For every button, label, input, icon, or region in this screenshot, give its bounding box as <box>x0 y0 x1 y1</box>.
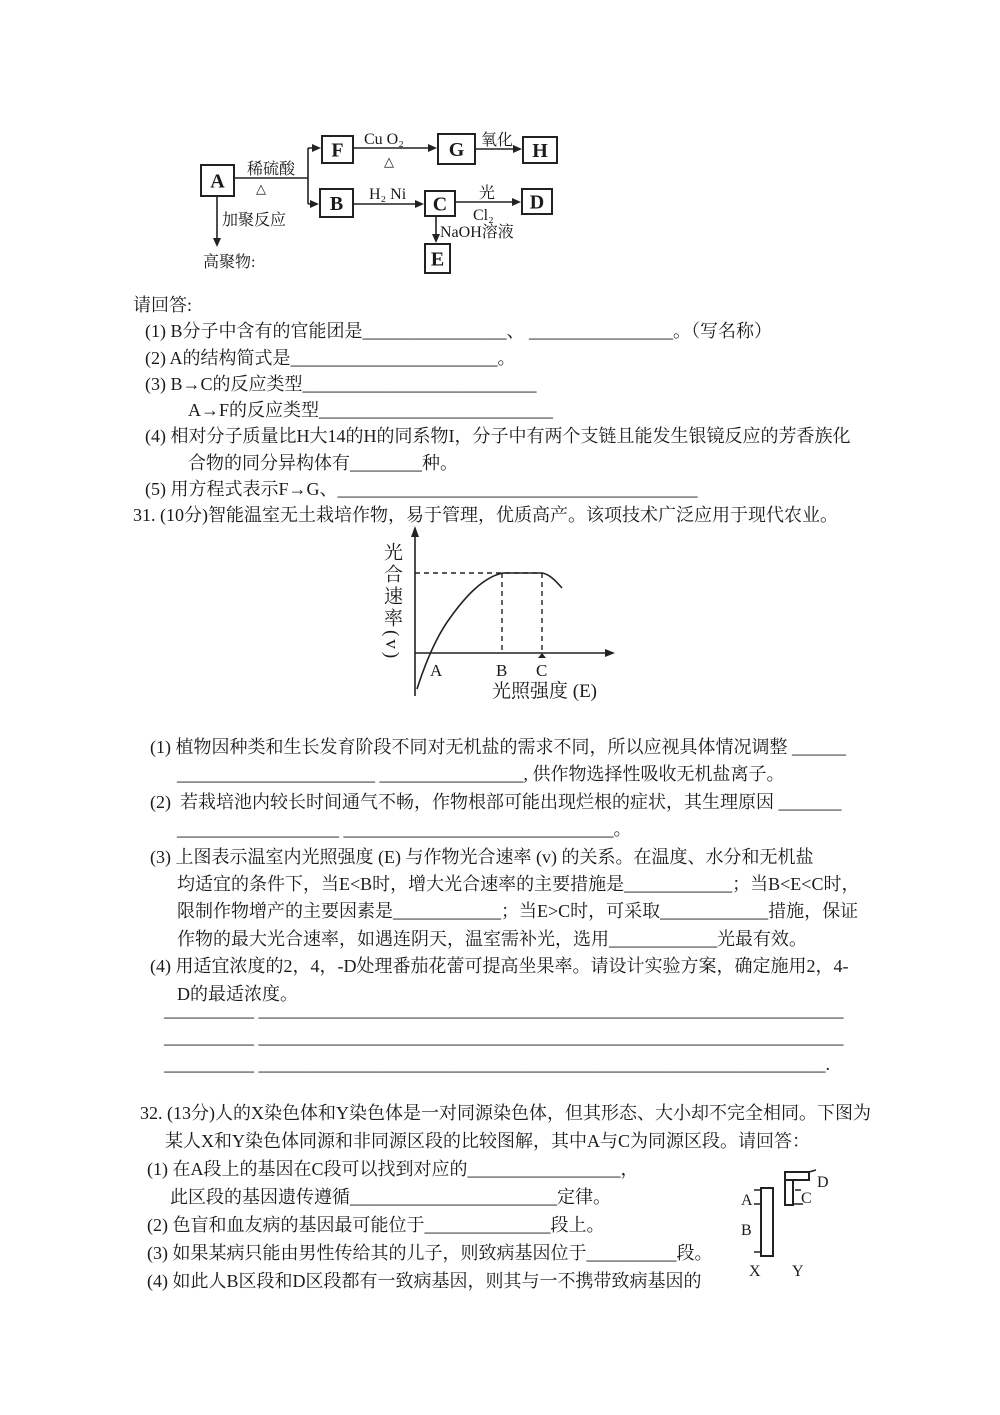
q32-line-1b: 此区段的基因遗传遵循_______________________定律。 <box>170 1187 611 1207</box>
answer-blank-line: __________ _______________________________________________________________. <box>164 1054 830 1074</box>
flow-box-f-label: F <box>331 139 344 162</box>
y-chromosome-lower-bar <box>785 1180 793 1205</box>
y-axis-label: 光合速率(v) <box>381 542 402 662</box>
q30-line-4b: 合物的同分异构体有________种。 <box>188 452 458 473</box>
arrowhead-c-e <box>432 234 440 243</box>
xy-chromosome-diagram <box>731 1160 846 1285</box>
q31-line-1b: ______________________ ________________, 供作物选择性吸收无机盐离子。 <box>177 764 785 785</box>
answer-blank-line: __________ _________________________________________________________________ <box>164 1027 844 1047</box>
delta-icon: △ <box>384 154 394 169</box>
delta-icon: △ <box>256 181 266 196</box>
label-polymer: 高聚物: <box>203 254 256 271</box>
flow-box-c-label: C <box>432 193 448 216</box>
answer-blank-lines <box>164 997 984 1078</box>
q31-line-3c: 限制作物增产的主要因素是____________；当E>C时，可采取____________措施，保证 <box>177 901 859 922</box>
chemistry-flow-diagram <box>170 103 580 293</box>
q30-line-3: (3) B→C的反应类型__________________________ <box>145 373 537 394</box>
label-oxidation: 氧化 <box>481 132 514 149</box>
region-label-c: C <box>801 1190 812 1207</box>
q31-header: 31. (10分)智能温室无土栽培作物，易于管理，优质高产。该项技术广泛应用于现代农业。 <box>133 505 838 526</box>
q31-line-3b: 均适宜的条件下，当E<B时，增大光合速率的主要措施是____________；当B<E<C时， <box>177 873 860 894</box>
flow-box-e-label: E <box>430 248 445 271</box>
region-label-a: A <box>741 1192 753 1209</box>
q30-block <box>133 292 953 529</box>
q31-line-2: (2) 若栽培池内较长时间通气不畅，作物根部可能出现烂根的症状，其生理原因 _______ <box>150 791 842 812</box>
q31-line-3: (3) 上图表示温室内光照强度 (E) 与作物光合速率 (v) 的关系。在温度、水分和无机盐 <box>150 846 814 867</box>
label-light: 光 <box>479 185 496 202</box>
arrowhead-b-c <box>415 200 424 208</box>
q32-line-1: (1) 在A段上的基因在C段可以找到对应的_________________， <box>147 1159 639 1179</box>
q30-prompt: 请回答: <box>133 295 193 315</box>
q31-line-2b: __________________ ______________________________。 <box>177 819 632 840</box>
answer-blank-line: __________ _________________________________________________________________ <box>164 1000 844 1020</box>
q30-line-3b: A→F的反应类型__________________________ <box>188 400 554 421</box>
region-label-b: B <box>741 1222 752 1239</box>
q31-block <box>150 734 970 1008</box>
x-axis-label: 光照强度 (E) <box>492 681 598 702</box>
arrowhead-c-d <box>512 198 521 206</box>
q31-line-3d: 作物的最大光合速率，如遇连阴天，温室需补光，选用____________光最有效。 <box>177 928 807 949</box>
arrowhead-g-h <box>513 145 522 153</box>
q30-line-4: (4) 相对分子质量比H大14的H的同系物I，分子中有两个支链且能发生银镜反应的芳香族化 <box>145 426 851 447</box>
x-region-ticks <box>754 1190 760 1252</box>
label-h2-ni: H₂ Ni <box>369 186 407 203</box>
q32-line-3: (3) 如果某病只能由男性传给其的儿子，则致病基因位于__________段。 <box>147 1243 713 1263</box>
label-addition-polymerization: 加聚反应 <box>222 212 287 229</box>
q32-header-2: 某人X和Y染色体同源和非同源区段的比较图解，其中A与C为同源区段。请回答： <box>165 1131 810 1151</box>
arrowhead-a-polymer <box>213 238 221 247</box>
q31-line-4b: D的最适浓度。 <box>177 983 298 1004</box>
arrowhead-f-g <box>428 144 437 152</box>
chromosome-label-y: Y <box>792 1263 804 1280</box>
region-label-d: D <box>817 1174 829 1191</box>
q31-line-4: (4) 用适宜浓度的2，4，-D处理番茄花蕾可提高坐果率。请设计实验方案，确定施用2，4- <box>150 956 849 977</box>
tick-label-c: C <box>536 661 548 680</box>
x-chromosome-bar <box>761 1188 773 1256</box>
flow-box-a-label: A <box>210 170 225 193</box>
flow-box-g-label: G <box>448 139 465 161</box>
flow-box-h-label: H <box>532 140 548 162</box>
flow-box-b-label: B <box>329 193 344 215</box>
label-cu-o2: Cu O₂ <box>364 131 404 148</box>
y-axis-arrowhead <box>411 526 419 537</box>
q30-line-1: (1) B分子中含有的官能团是________________、 ________________。（写名称） <box>145 321 772 342</box>
q32-header-1: 32. (13分)人的X染色体和Y染色体是一对同源染色体，但其形态、大小却不完全相同。下图为 <box>140 1103 871 1123</box>
arrowhead-to-f <box>312 144 321 152</box>
y-chromosome-top-bar <box>785 1172 809 1180</box>
arrowhead-to-b <box>310 200 319 208</box>
flow-box-d-label: D <box>529 191 545 214</box>
q31-line-1: (1) 植物因种类和生长发育阶段不同对无机盐的需求不同，所以应视具体情况调整 ______ <box>150 737 846 757</box>
tick-label-b: B <box>496 661 508 680</box>
q30-line-5: (5) 用方程式表示F→G、________________________________________ <box>145 479 698 500</box>
photosynthesis-graph <box>372 524 632 714</box>
x-axis-arrowhead <box>605 649 615 657</box>
chromosome-label-x: X <box>749 1263 761 1280</box>
q32-line-4: (4) 如此人B区段和D区段都有一致病基因，则其与一不携带致病基因的 <box>147 1271 702 1291</box>
q30-line-2: (2) A的结构简式是_______________________。 <box>145 347 516 368</box>
label-dilute-sulfuric-acid: 稀硫酸 <box>247 161 296 178</box>
label-cl2: Cl₂ <box>473 207 494 224</box>
tick-label-a: A <box>430 661 443 680</box>
label-naoh-solution: NaOH溶液 <box>440 224 514 241</box>
q32-line-2: (2) 色盲和血友病的基因最可能位于______________段上。 <box>147 1215 605 1235</box>
